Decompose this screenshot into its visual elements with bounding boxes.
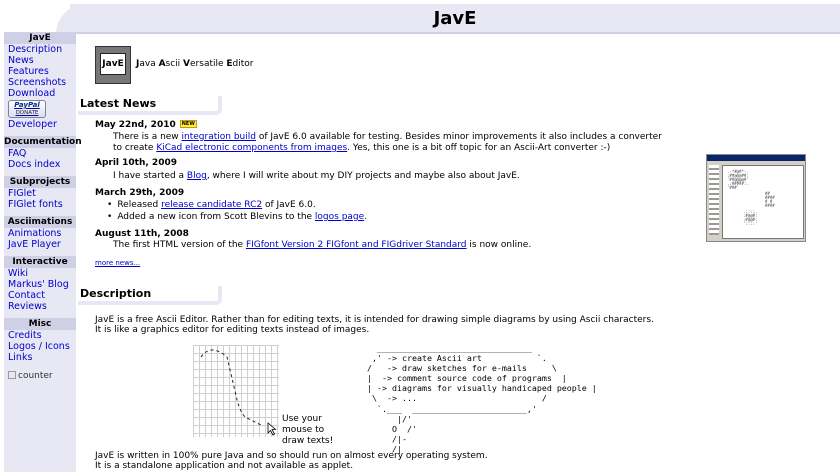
sidebar-section-asciimations: Asciimations bbox=[4, 216, 76, 228]
news-date: May 22nd, 2010 NEW bbox=[95, 120, 195, 130]
list-item: • Released release candidate RC2 of JavE 6.0. bbox=[107, 199, 367, 211]
grid-caption: Use your mouse to draw texts! bbox=[282, 414, 334, 446]
sidebar-item-screenshots[interactable]: Screenshots bbox=[8, 77, 67, 88]
sidebar-item-credits[interactable]: Credits bbox=[8, 330, 42, 341]
kicad-link[interactable]: KiCad electronic components from images bbox=[156, 143, 348, 153]
sidebar-item-docs-index[interactable]: Docs index bbox=[8, 159, 61, 170]
counter-alt-text: counter bbox=[18, 371, 53, 381]
description-heading: Description bbox=[78, 286, 222, 305]
tagline: Java Ascii Versatile Editor bbox=[136, 59, 254, 69]
rc2-link[interactable]: release candidate RC2 bbox=[161, 200, 263, 210]
sidebar-item-wiki[interactable]: Wiki bbox=[8, 268, 28, 279]
sidebar-section-interactive: Interactive bbox=[4, 256, 76, 268]
sidebar-item-download[interactable]: Download bbox=[8, 88, 56, 99]
sidebar-item-contact[interactable]: Contact bbox=[8, 290, 45, 301]
news-body: The first HTML version of the FIGfont Version 2 FIGfont and FIGdriver Standard is now online. bbox=[113, 240, 532, 250]
counter-image bbox=[4, 371, 76, 381]
sidebar-item-blog[interactable]: Markus' Blog bbox=[8, 279, 69, 290]
sidebar-item-figlet[interactable]: FIGlet bbox=[8, 188, 36, 199]
ascii-art-speech-bubble: _______________________________ ,' -> create Ascii art `. / -> draw sketches for e-mails \ | -> comment source code of programs | | -> diagrams for visually handicaped people | \ -> ... / `.___ _______________________,' |/' O /' /|- /| bbox=[367, 343, 597, 454]
drawing-grid-illustration bbox=[193, 345, 279, 437]
paypal-donate-label: DONATE bbox=[15, 110, 39, 116]
news-date: March 29th, 2009 bbox=[95, 188, 185, 198]
sidebar-section-misc: Misc bbox=[4, 318, 76, 330]
page-title: JavE bbox=[433, 8, 477, 29]
news-date: August 11th, 2008 bbox=[95, 229, 189, 239]
blog-link[interactable]: Blog bbox=[186, 171, 207, 181]
broken-image-icon bbox=[8, 371, 16, 379]
sidebar-item-jave-player[interactable]: JavE Player bbox=[8, 239, 61, 250]
sidebar-item-reviews[interactable]: Reviews bbox=[8, 301, 47, 312]
news-bullet-list bbox=[107, 199, 367, 223]
figfont-standard-link[interactable]: FIGfont Version 2 FIGfont and FIGdriver Standard bbox=[245, 240, 467, 250]
sidebar-section-jave: JavE bbox=[4, 32, 76, 44]
sidebar-section-subprojects: Subprojects bbox=[4, 176, 76, 188]
sidebar-item-developer[interactable]: Developer bbox=[8, 119, 57, 130]
jave-logo bbox=[95, 46, 131, 84]
mouse-cursor-icon bbox=[268, 423, 276, 435]
sidebar-item-description[interactable]: Description bbox=[8, 44, 63, 55]
news-body: There is a new integration build of JavE 6.0 available for testing. Besides minor improvements it also includes a converter to create KiCad electronic components from images. Yes, this one is a bit off topic for an Ascii-Art converter :-) bbox=[113, 132, 662, 153]
screenshot-thumbnail[interactable]: .-*#@#*-. :##@@@##: '##@@@@#' .:#####:. '###' ## #### # # #### .::::. :#@@#: :#@@#: '::::' bbox=[706, 154, 806, 242]
sidebar-item-faq[interactable]: FAQ bbox=[8, 148, 27, 159]
sidebar-item-news[interactable]: News bbox=[8, 55, 34, 66]
sidebar-item-animations[interactable]: Animations bbox=[8, 228, 62, 239]
sidebar-item-features[interactable]: Features bbox=[8, 66, 49, 77]
sidebar-item-figlet-fonts[interactable]: FIGlet fonts bbox=[8, 199, 63, 210]
sidebar-item-links[interactable]: Links bbox=[8, 352, 33, 363]
list-item: • Added a new icon from Scott Blevins to the logos page. bbox=[107, 211, 367, 223]
page-header bbox=[70, 4, 840, 34]
jave-logo-text: JavE bbox=[100, 53, 126, 75]
logos-page-link[interactable]: logos page bbox=[314, 212, 365, 222]
latest-news-heading: Latest News bbox=[78, 96, 222, 115]
paypal-donate-button[interactable] bbox=[8, 100, 46, 118]
main-content bbox=[78, 40, 840, 472]
description-paragraph: JavE is a free Ascii Editor. Rather than for editing texts, it is intended for drawing simple diagrams by using Ascii characters. It is like a graphics editor for editing texts instead of images. bbox=[95, 315, 654, 335]
news-body: I have started a Blog, where I will write about my DIY projects and maybe also about JavE. bbox=[113, 171, 520, 181]
sidebar-item-logos-icons[interactable]: Logos / Icons bbox=[8, 341, 70, 352]
new-badge: NEW bbox=[181, 121, 195, 127]
description-paragraph-2: JavE is written in 100% pure Java and so should run on almost every operating system. It is a standalone application and not available as applet. bbox=[95, 451, 488, 471]
paypal-label: PayPal bbox=[14, 101, 40, 109]
sidebar-section-documentation: Documentation bbox=[4, 137, 82, 147]
integration-build-link[interactable]: integration build bbox=[181, 132, 256, 142]
more-news-link[interactable]: more news... bbox=[95, 259, 141, 267]
news-date: April 10th, 2009 bbox=[95, 158, 177, 168]
sidebar-nav bbox=[4, 32, 82, 472]
